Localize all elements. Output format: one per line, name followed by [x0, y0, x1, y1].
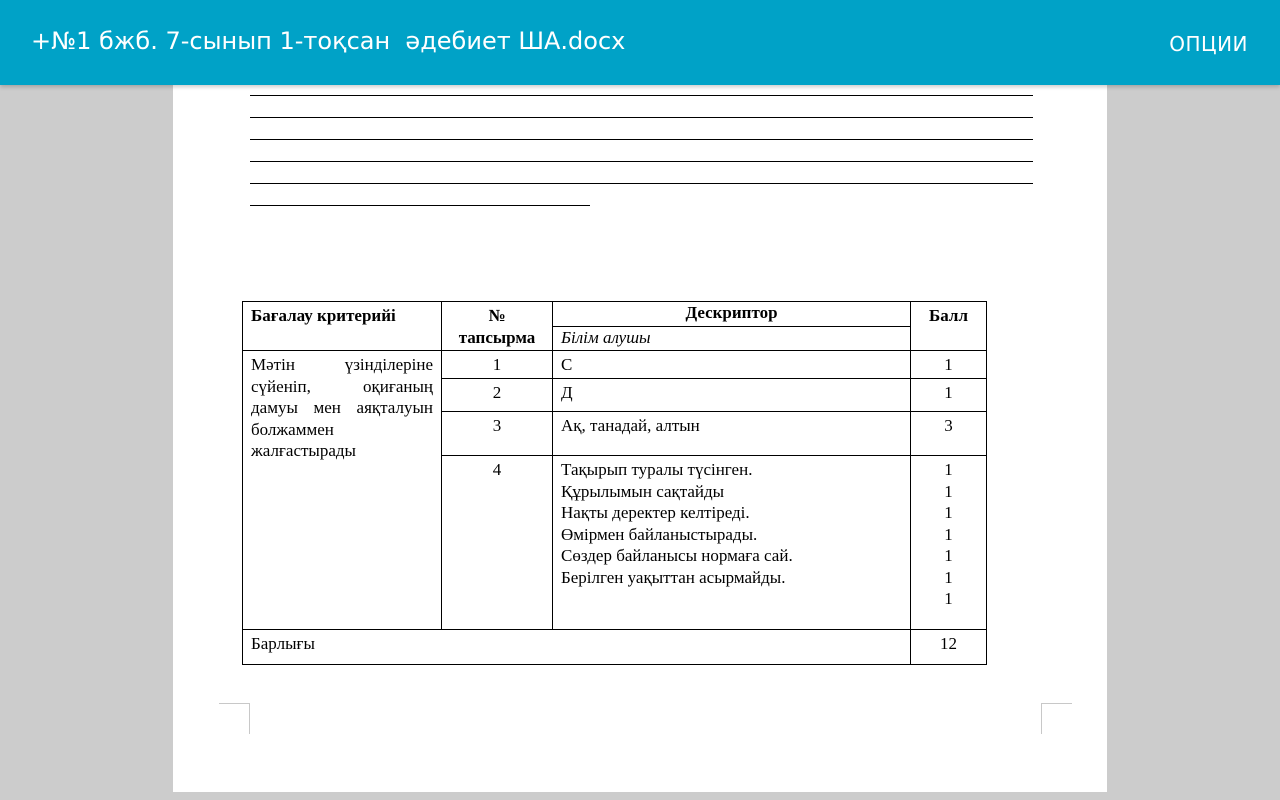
- header-criterion: Бағалау критерийі: [243, 302, 442, 351]
- score-list-cell: [911, 456, 987, 630]
- header-task-number-line1: №: [488, 306, 506, 325]
- score-cell: 1: [911, 351, 987, 379]
- page-corner-mark: [219, 703, 250, 734]
- descriptor-item: Берілген уақыттан асырмайды.: [561, 567, 786, 587]
- answer-line: [250, 183, 1033, 184]
- score-item: 1: [944, 460, 953, 479]
- score-item: 1: [944, 481, 953, 501]
- document-page[interactable]: [173, 85, 1107, 792]
- task-number: 2: [442, 379, 553, 412]
- score-item: 1: [944, 567, 953, 587]
- score-item: 1: [944, 589, 953, 608]
- score-cell: 1: [911, 379, 987, 412]
- task-number: 1: [442, 351, 553, 379]
- descriptor-item: Сөздер байланысы нормаға сай.: [561, 546, 793, 565]
- criterion-cell: Мәтін үзінділеріне сүйеніп, оқиғаның дамуы мен аяқталуын болжаммен жалғастырады: [243, 351, 442, 630]
- grading-table: [242, 301, 987, 665]
- answer-line: [250, 161, 1033, 162]
- descriptor-item: Нақты деректер келтіреді.: [561, 503, 750, 522]
- options-button[interactable]: ОПЦИИ: [1169, 32, 1248, 56]
- answer-line: [250, 139, 1033, 140]
- app-bar: [0, 0, 1280, 85]
- descriptor-cell: С: [553, 351, 911, 379]
- header-task-number-line2: тапсырма: [458, 327, 536, 347]
- page-corner-mark: [1041, 703, 1072, 734]
- score-item: 1: [944, 524, 953, 544]
- header-score: Балл: [911, 302, 987, 351]
- descriptor-item: Өмірмен байланыстырады.: [561, 524, 758, 544]
- answer-line: [250, 95, 1033, 96]
- descriptor-item: Құрылымын сақтайды: [561, 481, 725, 501]
- header-descriptor-sub: Білім алушы: [553, 327, 911, 351]
- document-title: +№1 бжб. 7-сынып 1-тоқсан әдебиет ША.docx: [31, 27, 626, 55]
- answer-line: [250, 205, 590, 206]
- header-task-number: [442, 302, 553, 351]
- total-label: Барлығы: [243, 630, 911, 665]
- descriptor-cell: Ақ, танадай, алтын: [553, 412, 911, 456]
- score-item: 1: [944, 546, 953, 565]
- descriptor-list-cell: [553, 456, 911, 630]
- task-number: 4: [442, 456, 553, 630]
- total-score: 12: [911, 630, 987, 665]
- score-cell: 3: [911, 412, 987, 456]
- descriptor-cell: Д: [553, 379, 911, 412]
- descriptor-item: Тақырып туралы түсінген.: [561, 460, 753, 479]
- score-item: 1: [944, 503, 953, 522]
- answer-line: [250, 117, 1033, 118]
- task-number: 3: [442, 412, 553, 456]
- header-descriptor: Дескриптор: [553, 302, 911, 327]
